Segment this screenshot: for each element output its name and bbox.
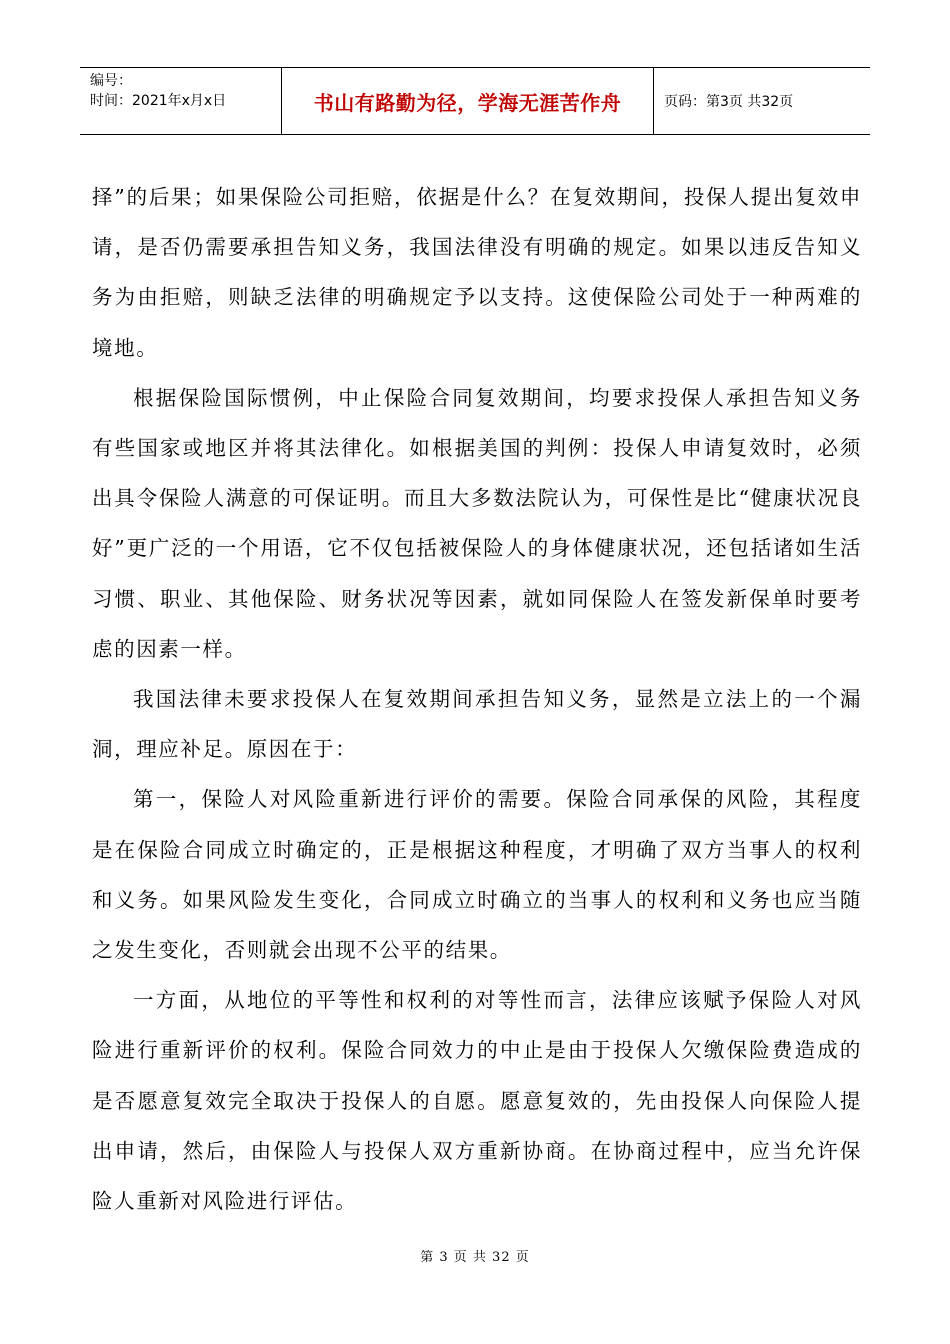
document-body [92, 172, 862, 1226]
document-number-label: 编号： [90, 73, 132, 89]
paragraph-2: 根据保险国际惯例，中止保险合同复效期间，均要求投保人承担告知义务有些国家或地区并将其法律化。如根据美国的判例：投保人申请复效时，必须出具令保险人满意的可保证明。而且大多数法院认为，可保性是比“健康状况良好”更广泛的一个用语，它不仅包括被保险人的身体健康状况，还包括诸如生活习惯、职业、其他保险、财务状况等因素，就如同保险人在签发新保单时要考虑的因素一样。 [92, 385, 862, 661]
paragraph-4: 第一，保险人对风险重新进行评价的需要。保险合同承保的风险，其程度是在保险合同成立时确定的，正是根据这种程度，才明确了双方当事人的权利和义务。如果风险发生变化，合同成立时确立的当事人的权利和义务也应当随之发生变化，否则就会出现不公平的结果。 [92, 787, 862, 963]
paragraph-5: 一方面，从地位的平等性和权利的对等性而言，法律应该赋予保险人对风险进行重新评价的权利。保险合同效力的中止是由于投保人欠缴保险费造成的是否愿意复效完全取决于投保人的自愿。愿意复效的，先由投保人向保险人提出申请，然后，由保险人与投保人双方重新协商。在协商过程中，应当允许保险人重新对风险进行评估。 [92, 988, 862, 1214]
paragraph-3: 我国法律未要求投保人在复效期间承担告知义务，显然是立法上的一个漏洞，理应补足。原因在于： [92, 687, 862, 762]
paragraph-1: 择”的后果；如果保险公司拒赔，依据是什么？在复效期间，投保人提出复效申请，是否仍需要承担告知义务，我国法律没有明确的规定。如果以违反告知义务为由拒赔，则缺乏法律的明确规定予以支持。这使保险公司处于一种两难的境地。 [92, 185, 862, 360]
header-page-info: 页码：第3页 共32页 [664, 94, 794, 110]
page-header [80, 67, 870, 135]
header-meta [80, 68, 282, 134]
page-footer: 第 3 页 共 32 页 [420, 1250, 530, 1265]
document-time-label: 时间：2021年x月x日 [90, 93, 227, 109]
header-motto: 书山有路勤为径，学海无涯苦作舟 [282, 68, 654, 134]
